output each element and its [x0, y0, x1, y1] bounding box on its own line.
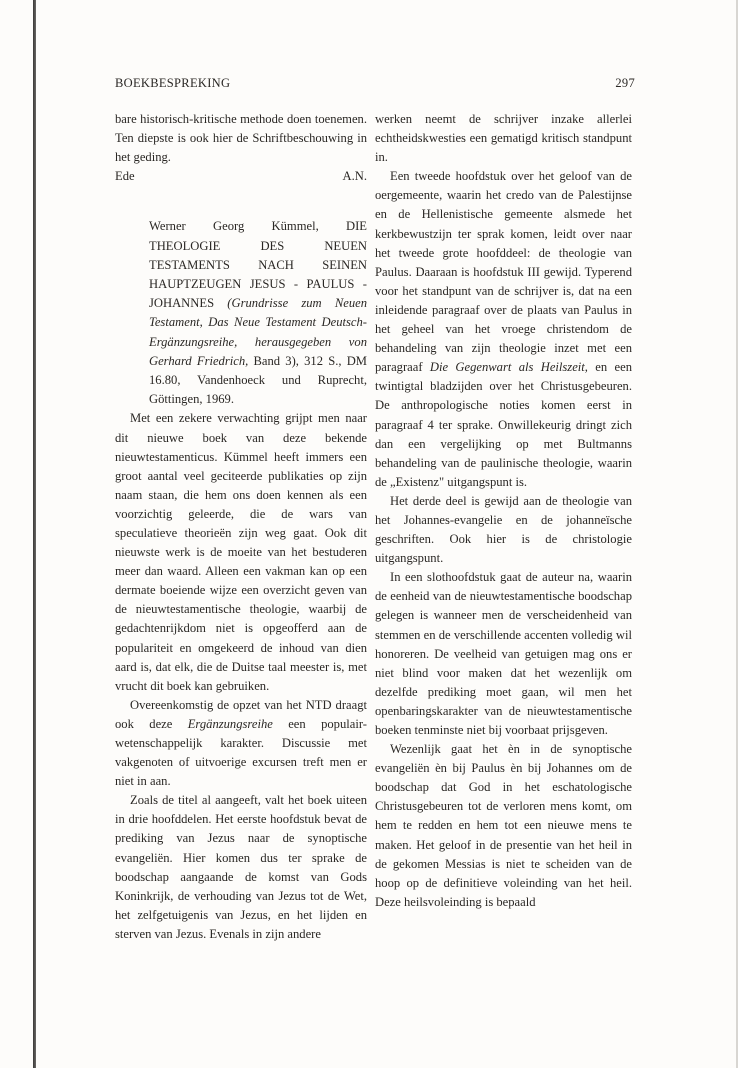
signoff-initials: A.N. — [342, 169, 367, 184]
page-number: 297 — [615, 76, 635, 90]
review-paragraph: Wezenlijk gaat het èn in de synoptische evangeliën èn bij Paulus èn bij Johannes om de boodschap dat God in het eschatologische Christusgebeuren tot de verloren mens komt, om hem te redden en hem tot een nieuwe mens te maken. Het geloof in de presentie van het heil in de gekomen Messias is niet te scheiden van de hoop op de definitieve voleinding van het heil. Deze heilsvoleinding is bepaald — [375, 742, 632, 909]
paragraph-text: Een tweede hoofdstuk over het geloof van de oergemeente, waarin het credo van de Palestijnse en de Hellenistische gemeente alsmede het kerkbewustzijn ter sprak komen, leidt over naar het tweede grote hoofddeel: de theologie van Paulus. Daaraan is hoofdstuk III gewijd. Typerend voor het standpunt van de schrijver is, dat na een inleidende paragraaf over de plaats van Paulus in het geheel van het vroege christendom de behandeling van zijn theologie inzet met een paragraaf — [375, 169, 632, 375]
signoff-place: Ede — [115, 169, 135, 184]
italic-series-name: Ergänzungsreihe — [187, 716, 273, 731]
paragraph-text: Overeenkomstig de opzet van het NTD draagt ook deze — [115, 697, 367, 731]
review-paragraph — [375, 167, 632, 492]
review-signoff — [115, 167, 367, 186]
review-paragraph: Met een zekere verwachting grijpt men naar dit nieuwe boek van deze bekende nieuwtestamenticus. Kümmel heeft immers een groot aantal veel geciteerde publikaties op zijn naam staan, die hem ons doen kennen als een voorzichtig geleerde, die de wars van speculatieve theorieën zijn weg gaat. Ook dit nieuwste werk is de moeite van het bestuderen meer dan waard. Alleen een vakman kan op een dermate boeiende wijze een overzicht geven van de nieuwtestamentische theologie, waarbij de gedachtenrijkdom niet is opgeofferd aan de populariteit en omgekeerd de inhoud van dien aard is, dat elk, die de Duitse taal meester is, met vrucht dit boek kan gebruiken. — [115, 411, 367, 693]
right-column — [375, 110, 632, 912]
previous-review-ending: bare historisch-kritische methode doen toenemen. Ten diepste is ook hier de Schriftbeschouwing in het geding. — [115, 112, 367, 165]
review-paragraph: Zoals de titel al aangeeft, valt het boek uiteen in drie hoofddelen. Het eerste hoofdstuk bevat de prediking van Jezus naar de synoptische evangeliën. Hier komen dus ter sprake de boodschap aangaande de komst van Gods Koninkrijk, de verhouding van Jezus tot de Wet, het zelfgetuigenis van Jezus, en het lijden en sterven van Jezus. Evenals in zijn andere — [115, 793, 367, 941]
book-citation — [149, 217, 367, 409]
scan-edge — [33, 0, 36, 1068]
citation-details: Band 3), 312 S., DM 16.80, Vandenhoeck und Ruprecht, Göttingen, 1969. — [149, 353, 367, 407]
review-paragraph: In een slothoofdstuk gaat de auteur na, waarin de eenheid van de nieuwtestamentische boodschap gelegen is wanneer men de verscheidenheid van stemmen en de verschillende accenten volledig wil honoreren. De veelheid van getuigen mag ons er niet blind voor maken dat het wezenlijk om dezelfde prediking moet gaan, wil men het openbaringskarakter van de nieuwtestamentische boeken tenminste niet bij voorbaat prijsgeven. — [375, 570, 632, 737]
paragraph-text: en een twintigtal bladzijden over het Christusgebeuren. De anthropologische noties komen eerst in paragraaf 4 ter sprake. Onwillekeurig dringt zich dan een vergelijking op met Bultmanns behandeling van de paulinische theologie, waarin de „Existenz" uitgangspunt is. — [375, 360, 632, 489]
left-column — [115, 110, 367, 944]
citation-series: (Grundrisse zum Neuen Testament, Das Neue Testament Deutsch-Ergänzungsreihe, herausgegeben von Gerhard Friedrich, — [149, 296, 367, 368]
review-paragraph: werken neemt de schrijver inzake allerlei echtheidskwesties een gematigd kritisch standpunt in. — [375, 112, 632, 165]
italic-section-title: Die Gegenwart als Heilszeit, — [429, 360, 588, 375]
paragraph-text: een populair-wetenschappelijk karakter. Discussie met vakgenoten of uitvoerige excursen treft men er niet in aan. — [115, 716, 367, 789]
review-paragraph — [115, 696, 367, 791]
citation-author-title: Werner Georg Kümmel, DIE THEOLOGIE DES NEUEN TESTAMENTS NACH SEINEN HAUPTZEUGEN JESUS - PAULUS - JOHANNES — [149, 219, 367, 311]
running-header — [115, 76, 635, 92]
review-paragraph: Het derde deel is gewijd aan de theologie van het Johannes-evangelie en de johanneïsche geschriften. Ook hier is de christologie uitgangspunt. — [375, 493, 632, 566]
running-title: BOEKBESPREKING — [115, 76, 231, 90]
